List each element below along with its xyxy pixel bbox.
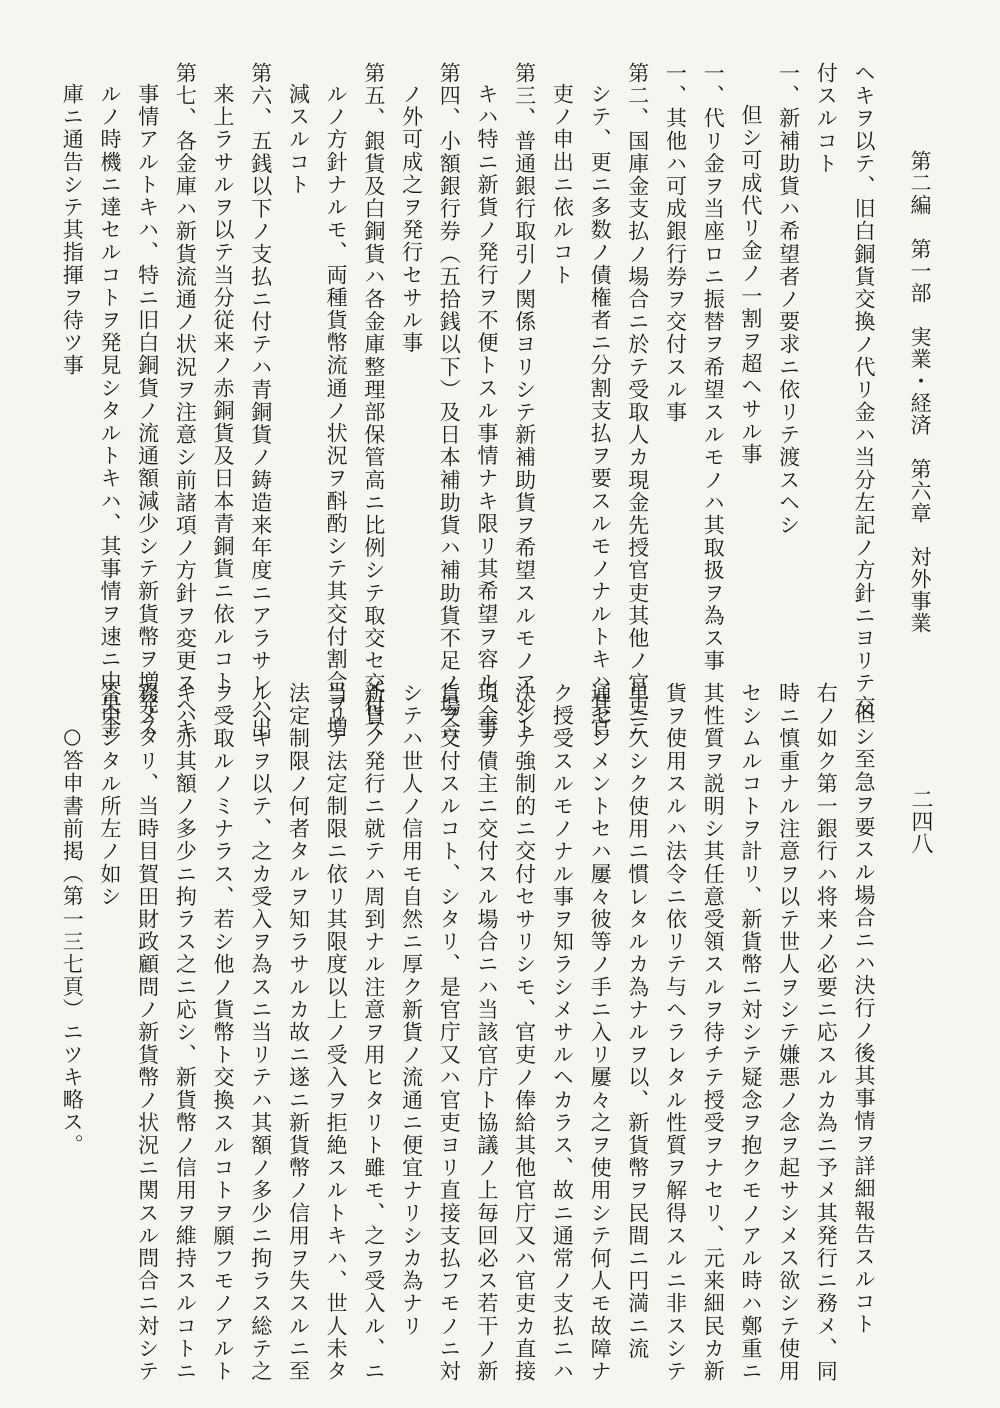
text-column: ルノ時機ニ達セルコトヲ発見シタルトキハ、其事情ヲ速ニ中央金 <box>97 83 122 739</box>
text-column: セシムルコトヲ計リ、新貨幣ニ対シテ疑念ヲ抱クモノアル時ハ鄭重ニ <box>738 682 763 1383</box>
text-column: 単ニ久シク使用ニ慣レタルカ為ナルヲ以、新貨幣ヲ民間ニ円満ニ流 <box>625 682 650 1360</box>
text-column: 法定制限ノ何者タルヲ知ラサルカ故ニ遂ニ新貨幣ノ信用ヲ失スルニ至 <box>286 682 311 1383</box>
text-column: 第七、各金庫ハ新貨流通ノ状況ヲ注意シ前諸項ノ方針ヲ変更スヘキ <box>173 62 198 740</box>
text-column: ノ外可成之ヲ発行セサル事 <box>399 83 424 355</box>
text-column: シテハ世人ノ信用モ自然ニ厚ク新貨ノ流通ニ便宜ナリシカ為ナリ <box>399 682 424 1338</box>
text-column: ルヘキヲ以テ、之カ受入ヲ為スニ当リテハ其額ノ多少ニ拘ラス総テ之 <box>248 682 273 1383</box>
text-column: キハ亦其額ノ多少ニ拘ラス之ニ応シ、新貨幣ノ信用ヲ維持スルコトニ <box>173 682 198 1383</box>
text-column: 当リテ法定制限ニ依リ其限度以上ノ受入ヲ拒絶スルトキハ、世人未タ <box>324 682 349 1383</box>
upper-text-block <box>60 62 882 740</box>
text-column: シテ、更ニ多数ノ債権者ニ分割支払ヲ要スルモノナルトキハ其官 <box>588 83 613 739</box>
editorial-note: ○答申書前掲（第一三七頁）ニツキ略ス。 <box>60 724 85 1157</box>
text-column: 時ニ慎重ナル注意ヲ以テ世人ヲシテ嫌悪ノ念ヲ起サシメス欲シテ使用 <box>776 682 801 1383</box>
text-column: ヘキヲ以テ、旧白銅貨交換ノ代リ金ハ当分左記ノ方針ニヨリテ交 <box>852 62 876 718</box>
text-column: 現金ヲ債主ニ交付スル場合ニハ当該官庁ト協議ノ上毎回必ス若干ノ新 <box>474 682 499 1383</box>
text-column: 吏ノ申出ニ依ルコト <box>550 83 575 287</box>
text-column: 新貨ノ発行ニ就テハ周到ナル注意ヲ用ヒタリト雖モ、之ヲ受入ル、ニ <box>361 682 386 1383</box>
text-column: 第四、小額銀行券（五拾銭以下）及日本補助貨ハ補助貨不足ノ場合 <box>437 62 462 740</box>
text-column: 第三、普通銀行取引ノ関係ヨリシテ新補助貨ヲ希望スルモノアルト <box>512 62 537 740</box>
text-column: 事情アルトキハ、特ニ旧白銅貨ノ流通額減少シテ新貨幣ヲ増発ス <box>135 83 160 739</box>
text-column: 但シ可成代リ金ノ一割ヲ超ヘサル事 <box>738 104 763 466</box>
text-column: ルノ方針ナルモ、両種貨幣流通ノ状況ヲ酙酌シテ其交付割合ヲ増 <box>324 83 349 739</box>
text-column: 其性質ヲ説明シ其任意受領スルヲ待チテ授受ヲナセリ、元来細民カ新 <box>701 682 726 1383</box>
text-column: 一、其他ハ可成銀行券ヲ交付スル事 <box>663 62 688 424</box>
text-column: 一、代リ金ヲ当座ロニ振替ヲ希望スルモノハ其取扱ヲ為ス事 <box>701 62 726 673</box>
text-column: 右ノ如ク第一銀行ハ将来ノ必要ニ応スルカ為ニ予メ其発行ニ務メ、同 <box>814 682 839 1383</box>
text-column: 通セシメントセハ屢々彼等ノ手ニ入リ屢々之ヲ使用シテ何人モ故障ナ <box>588 682 613 1383</box>
text-column: 庫ニ通告シテ其指揮ヲ待ツ事 <box>60 83 85 377</box>
text-column: 第五、銀貨及白銅貨ハ各金庫整理部保管高ニ比例シテ取交セ交付ス <box>361 62 386 740</box>
text-column: 来上ラサルヲ以テ当分従来ノ赤銅貨及日本青銅貨ニ依ルコト <box>211 83 236 694</box>
text-column: 答申シタル所左ノ如シ <box>97 682 122 908</box>
lower-text-block <box>60 682 882 1383</box>
text-column: 付スルコト <box>814 62 839 175</box>
text-column: 一、新補助貨ハ希望者ノ要求ニ依リテ渡スヘシ <box>776 62 801 537</box>
text-column: 第二、国庫金支払ノ場合ニ於テ受取人カ現金先授官吏其他ノ官吏ニ <box>625 62 650 740</box>
text-column: 減スルコト <box>286 83 311 196</box>
text-column: 貨ヲ使用スルハ法令ニ依リテ与ヘラレタル性質ヲ解得スルニ非スシテ <box>663 682 688 1383</box>
text-column: 決シテ強制的ニ交付セサリシモ、官吏ノ俸給其他官庁又ハ官吏カ直接 <box>512 682 537 1383</box>
text-column: 但シ至急ヲ要スル場合ニハ決行ノ後其事情ヲ詳細報告スルコト <box>852 703 876 1336</box>
text-column: 貨ヲ交付スルコト、シタリ、是官庁又ハ官吏ヨリ直接支払フモノニ対 <box>437 682 462 1383</box>
text-column: キハ特ニ新貨ノ発行ヲ不便トスル事情ナキ限リ其希望ヲ容ル、事 <box>474 83 499 739</box>
page-number: 二四八 <box>908 788 933 854</box>
text-column: 務メタリ、当時目賀田財政顧問ノ新貨幣ノ状況ニ関スル問合ニ対シテ <box>135 682 160 1383</box>
text-column: 第六、五銭以下ノ支払ニ付テハ青銅貨ノ鋳造来年度ニアラサレハ出 <box>248 62 273 740</box>
running-head: 第二編 第一部 実業・経済 第六章 対外事業 <box>908 150 932 634</box>
text-column: ヲ受取ルノミナラス、若シ他ノ貨幣ト交換スルコトヲ願フモノアルト <box>211 682 236 1383</box>
text-column: ク授受スルモノナル事ヲ知ラシメサルヘカラス、故ニ通常ノ支払ニハ <box>550 682 575 1383</box>
